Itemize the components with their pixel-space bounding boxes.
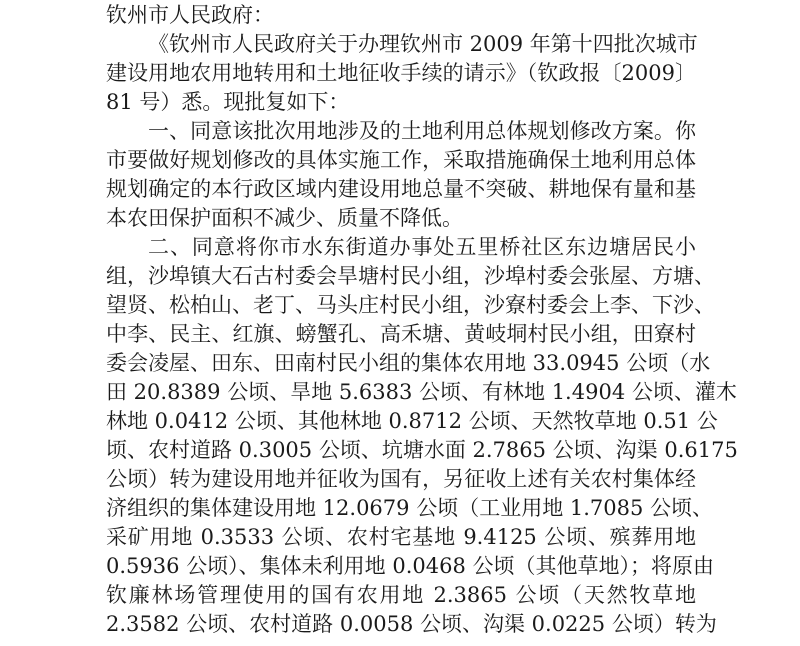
- addressee: 钦州市人民政府：: [106, 3, 274, 27]
- text-line: 济组织的集体建设用地 12.0679 公顷（工业用地 1.7085 公顷、: [106, 496, 714, 520]
- text-line: 望贤、松柏山、老丁、马头庄村民小组，沙寮村委会上李、下沙、: [106, 293, 715, 317]
- text-line: 组，沙埠镇大石古村委会旱塘村民小组，沙埠村委会张屋、方塘、: [106, 264, 715, 288]
- text-line: 规划确定的本行政区域内建设用地总量不突破、耕地保有量和基: [106, 177, 696, 201]
- text-line: 《钦州市人民政府关于办理钦州市 2009 年第十四批次城市: [148, 32, 698, 56]
- text-line: 田 20.8389 公顷、旱地 5.6383 公顷、有林地 1.4904 公顷、灌木: [106, 380, 737, 404]
- text-line: 0.5936 公顷）、集体未利用地 0.0468 公顷（其他草地）；将原由: [106, 554, 714, 578]
- text-line: 委会凌屋、田东、田南村民小组的集体农用地 33.0945 公顷（水: [106, 351, 711, 375]
- text-line: 中李、民主、红旗、螃蟹孔、高禾塘、黄岐垌村民小组，田寮村: [106, 322, 696, 346]
- text-line: 建设用地农用地转用和土地征收手续的请示》（钦政报〔2009〕: [106, 61, 696, 85]
- text-line: 市要做好规划修改的具体实施工作，采取措施确保土地利用总体: [106, 148, 696, 172]
- paragraph-intro: [106, 30, 696, 117]
- text-line: 本农田保护面积不减少、质量不降低。: [106, 206, 463, 230]
- text-line: 顷、农村道路 0.3005 公顷、坑塘水面 2.7865 公顷、沟渠 0.6175: [106, 438, 738, 462]
- text-line: 二、同意将你市水东街道办事处五里桥社区东边塘居民小: [148, 235, 696, 259]
- text-line: 采矿用地 0.3533 公顷、农村宅基地 9.4125 公顷、殡葬用地: [106, 525, 696, 549]
- text-line: 林地 0.0412 公顷、其他林地 0.8712 公顷、天然牧草地 0.51 公: [106, 409, 718, 433]
- document-page: [106, 0, 738, 639]
- paragraph-item-1: [106, 117, 696, 233]
- text-line: 一、同意该批次用地涉及的土地利用总体规划修改方案。你: [148, 119, 696, 143]
- paragraph-item-2: [106, 233, 738, 639]
- text-line: 81 号）悉。现批复如下：: [106, 90, 350, 114]
- text-line: 公顷）转为建设用地并征收为国有，另征收上述有关农村集体经: [106, 467, 696, 491]
- text-line: 钦廉林场管理使用的国有农用地 2.3865 公顷（天然牧草地: [106, 583, 696, 607]
- text-line: 2.3582 公顷、农村道路 0.0058 公顷、沟渠 0.0225 公顷）转为: [106, 612, 717, 636]
